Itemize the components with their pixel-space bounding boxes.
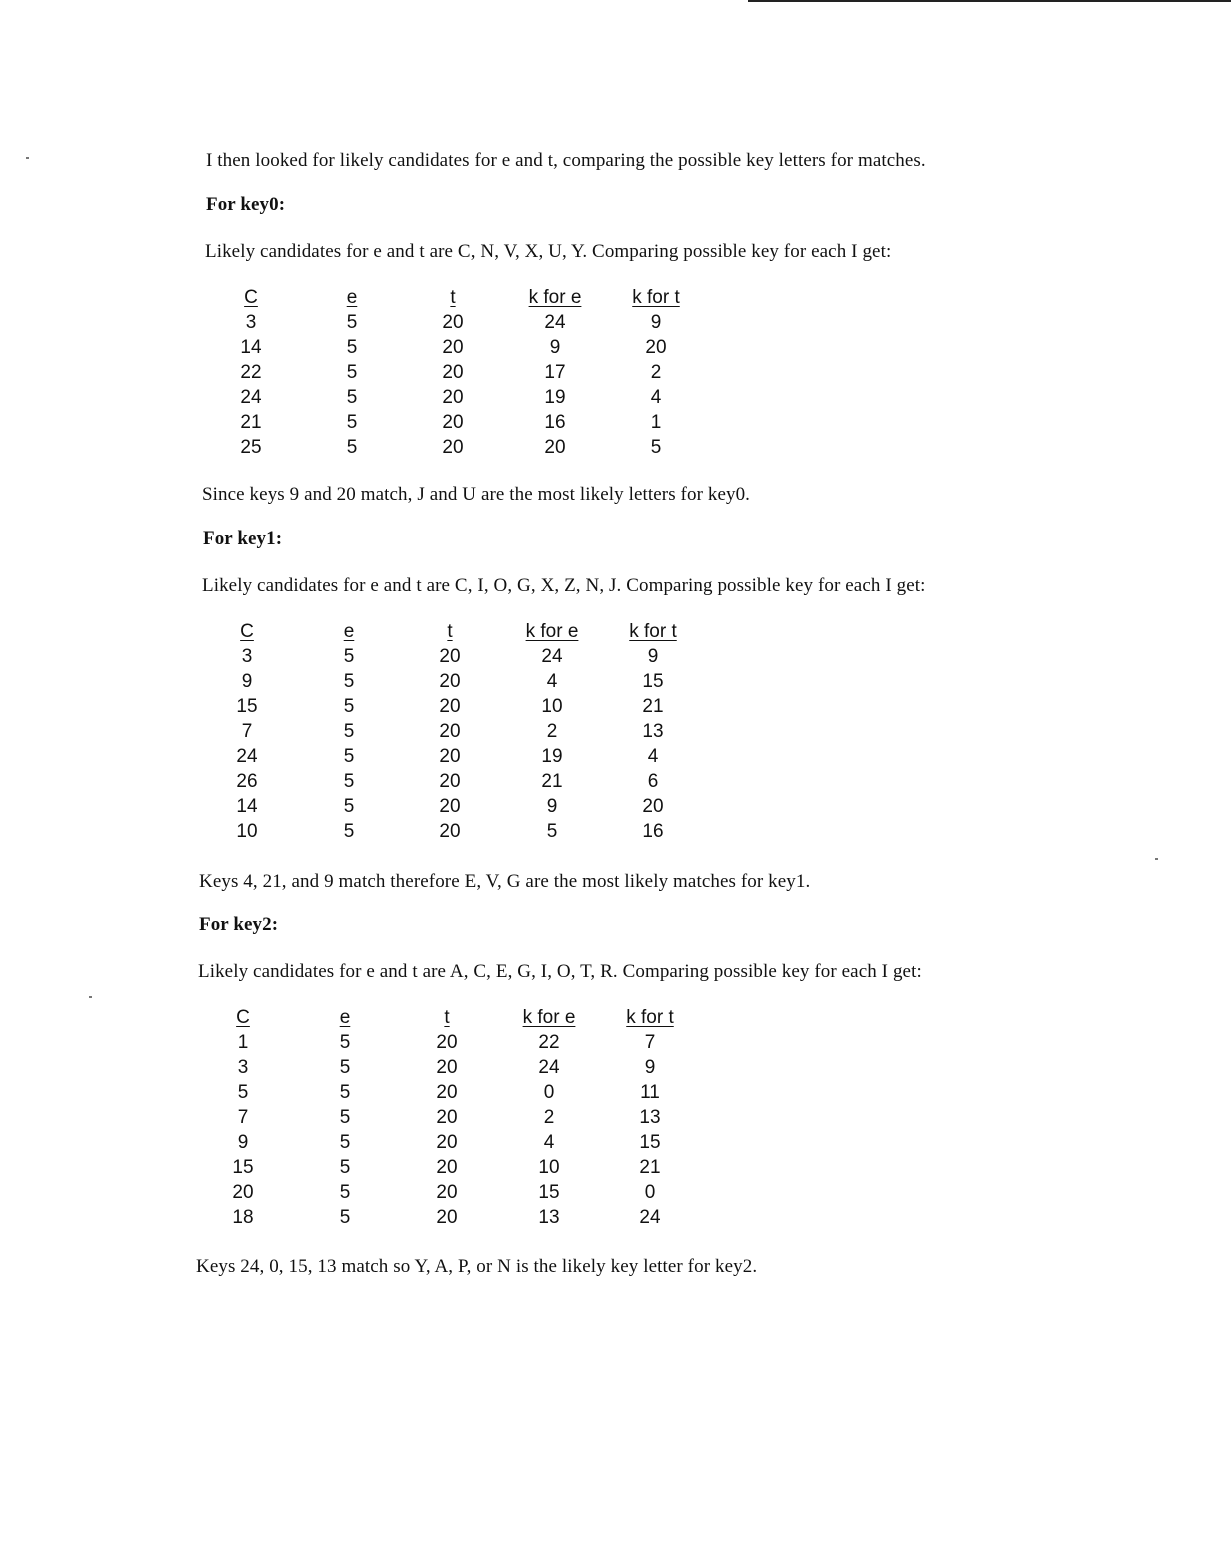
table-cell-e: 5	[346, 387, 358, 408]
table-cell-k-for-e: 4	[546, 671, 558, 692]
table-cell-t: 20	[436, 1057, 458, 1078]
table-cell-k-for-e: 24	[544, 312, 566, 333]
table-cell-k-for-e: 10	[541, 696, 563, 717]
table-cell-k-for-e: 20	[544, 437, 566, 458]
table-cell-t: 20	[439, 646, 461, 667]
table-row	[0, 646, 1231, 671]
table-cell-e: 5	[339, 1057, 351, 1078]
table-cell-k-for-e: 9	[546, 796, 558, 817]
table-cell-k-for-t: 20	[645, 337, 667, 358]
table-cell-t: 20	[436, 1032, 458, 1053]
table-cell-e: 5	[343, 796, 355, 817]
table-cell-c: 20	[232, 1182, 254, 1203]
table-row	[0, 362, 1231, 387]
table-row	[0, 696, 1231, 721]
table-cell-k-for-e: 5	[546, 821, 558, 842]
table-cell-c: 9	[241, 671, 253, 692]
table-cell-k-for-t: 5	[650, 437, 662, 458]
conclusion-text-key1: Keys 4, 21, and 9 match therefore E, V, G are the most likely matches for key1.	[199, 871, 811, 892]
table-row	[0, 1207, 1231, 1232]
table-row	[0, 1032, 1231, 1057]
table-row	[0, 312, 1231, 337]
table-cell-e: 5	[346, 312, 358, 333]
table-cell-k-for-t: 21	[642, 696, 664, 717]
table-cell-k-for-t: 9	[644, 1057, 656, 1078]
column-header-k-for-e: k for e	[522, 1007, 576, 1028]
table-cell-t: 20	[439, 721, 461, 742]
table-row	[0, 387, 1231, 412]
table-cell-t: 20	[436, 1207, 458, 1228]
table-cell-k-for-e: 19	[544, 387, 566, 408]
table-cell-c: 24	[236, 746, 258, 767]
table-cell-c: 10	[236, 821, 258, 842]
table-cell-k-for-t: 9	[650, 312, 662, 333]
table-cell-e: 5	[339, 1207, 351, 1228]
table-cell-c: 25	[240, 437, 262, 458]
table-cell-k-for-e: 24	[541, 646, 563, 667]
table-cell-t: 20	[442, 312, 464, 333]
table-row	[0, 721, 1231, 746]
table-cell-c: 18	[232, 1207, 254, 1228]
column-header-k-for-e: k for e	[525, 621, 579, 642]
table-cell-e: 5	[339, 1107, 351, 1128]
table-cell-e: 5	[343, 746, 355, 767]
table-cell-t: 20	[442, 437, 464, 458]
table-cell-k-for-e: 19	[541, 746, 563, 767]
column-header-e: e	[339, 1007, 351, 1028]
scan-speck	[26, 157, 29, 159]
table-cell-c: 7	[241, 721, 253, 742]
table-cell-e: 5	[339, 1182, 351, 1203]
table-cell-t: 20	[436, 1132, 458, 1153]
column-header-c: C	[236, 1007, 250, 1028]
table-cell-k-for-e: 17	[544, 362, 566, 383]
key-table-key2	[0, 1007, 1231, 1232]
candidates-text-key0: Likely candidates for e and t are C, N, V, X, U, Y. Comparing possible key for each I get:	[205, 241, 892, 262]
table-cell-c: 24	[240, 387, 262, 408]
intro-text: I then looked for likely candidates for e and t, comparing the possible key letters for matches.	[206, 150, 926, 171]
table-cell-c: 3	[241, 646, 253, 667]
table-cell-e: 5	[339, 1157, 351, 1178]
table-cell-c: 14	[236, 796, 258, 817]
table-cell-k-for-t: 13	[642, 721, 664, 742]
table-cell-k-for-e: 2	[546, 721, 558, 742]
table-row	[0, 337, 1231, 362]
table-cell-e: 5	[343, 646, 355, 667]
table-cell-t: 20	[439, 796, 461, 817]
table-cell-k-for-t: 1	[650, 412, 662, 433]
table-cell-k-for-t: 20	[642, 796, 664, 817]
table-cell-e: 5	[346, 412, 358, 433]
table-cell-k-for-t: 13	[639, 1107, 661, 1128]
table-row	[0, 1132, 1231, 1157]
table-row	[0, 746, 1231, 771]
table-cell-c: 9	[237, 1132, 249, 1153]
table-cell-t: 20	[436, 1157, 458, 1178]
table-cell-t: 20	[439, 696, 461, 717]
column-header-k-for-e: k for e	[528, 287, 582, 308]
table-cell-k-for-t: 9	[647, 646, 659, 667]
table-cell-k-for-t: 4	[650, 387, 662, 408]
column-header-k-for-t: k for t	[632, 287, 680, 308]
table-row	[0, 1057, 1231, 1082]
table-row	[0, 1182, 1231, 1207]
table-cell-t: 20	[439, 821, 461, 842]
table-cell-c: 21	[240, 412, 262, 433]
table-cell-c: 15	[232, 1157, 254, 1178]
table-cell-c: 22	[240, 362, 262, 383]
table-cell-t: 20	[439, 771, 461, 792]
table-cell-c: 7	[237, 1107, 249, 1128]
table-cell-k-for-e: 24	[538, 1057, 560, 1078]
conclusion-text-key2: Keys 24, 0, 15, 13 match so Y, A, P, or N is the likely key letter for key2.	[196, 1256, 758, 1277]
table-cell-k-for-t: 16	[642, 821, 664, 842]
table-cell-k-for-t: 6	[647, 771, 659, 792]
column-header-t: t	[447, 621, 453, 642]
table-cell-k-for-e: 0	[543, 1082, 555, 1103]
table-cell-k-for-e: 15	[538, 1182, 560, 1203]
scan-speck	[1155, 858, 1158, 860]
candidates-text-key2: Likely candidates for e and t are A, C, E, G, I, O, T, R. Comparing possible key for each I get:	[198, 961, 922, 982]
table-row	[0, 437, 1231, 462]
table-cell-e: 5	[346, 437, 358, 458]
table-cell-k-for-t: 4	[647, 746, 659, 767]
table-cell-k-for-t: 11	[640, 1082, 660, 1103]
column-header-t: t	[444, 1007, 450, 1028]
table-cell-c: 14	[240, 337, 262, 358]
table-row	[0, 1082, 1231, 1107]
column-header-t: t	[450, 287, 456, 308]
table-cell-k-for-t: 15	[642, 671, 664, 692]
column-header-c: C	[240, 621, 254, 642]
table-cell-t: 20	[436, 1182, 458, 1203]
table-cell-t: 20	[439, 671, 461, 692]
table-cell-c: 1	[237, 1032, 249, 1053]
table-cell-k-for-e: 21	[541, 771, 563, 792]
table-cell-e: 5	[339, 1032, 351, 1053]
column-header-c: C	[244, 287, 258, 308]
table-cell-k-for-e: 16	[544, 412, 566, 433]
table-cell-k-for-t: 15	[639, 1132, 661, 1153]
table-header-row	[0, 1007, 1231, 1032]
column-header-e: e	[346, 287, 358, 308]
section-heading-key0: For key0:	[206, 194, 286, 215]
table-cell-k-for-e: 22	[538, 1032, 560, 1053]
table-cell-e: 5	[346, 337, 358, 358]
table-cell-e: 5	[343, 721, 355, 742]
table-cell-k-for-e: 9	[549, 337, 561, 358]
table-cell-e: 5	[343, 821, 355, 842]
table-cell-t: 20	[439, 746, 461, 767]
table-cell-e: 5	[339, 1132, 351, 1153]
table-cell-c: 3	[237, 1057, 249, 1078]
candidates-text-key1: Likely candidates for e and t are C, I, O, G, X, Z, N, J. Comparing possible key for each I get:	[202, 575, 926, 596]
table-header-row	[0, 287, 1231, 312]
table-cell-c: 5	[237, 1082, 249, 1103]
table-cell-e: 5	[343, 696, 355, 717]
table-cell-t: 20	[442, 337, 464, 358]
table-row	[0, 1157, 1231, 1182]
table-cell-e: 5	[339, 1082, 351, 1103]
table-cell-k-for-t: 0	[644, 1182, 656, 1203]
table-cell-c: 15	[236, 696, 258, 717]
key-table-key1	[0, 621, 1231, 846]
table-row	[0, 821, 1231, 846]
table-row	[0, 1107, 1231, 1132]
table-row	[0, 771, 1231, 796]
table-cell-t: 20	[442, 387, 464, 408]
table-row	[0, 796, 1231, 821]
table-cell-e: 5	[346, 362, 358, 383]
table-cell-t: 20	[436, 1107, 458, 1128]
table-row	[0, 671, 1231, 696]
table-cell-c: 26	[236, 771, 258, 792]
table-cell-k-for-e: 4	[543, 1132, 555, 1153]
table-row	[0, 412, 1231, 437]
table-header-row	[0, 621, 1231, 646]
column-header-k-for-t: k for t	[626, 1007, 674, 1028]
table-cell-k-for-t: 2	[650, 362, 662, 383]
table-cell-e: 5	[343, 771, 355, 792]
scan-speck	[89, 996, 92, 998]
table-cell-t: 20	[442, 362, 464, 383]
table-cell-e: 5	[343, 671, 355, 692]
conclusion-text-key0: Since keys 9 and 20 match, J and U are the most likely letters for key0.	[202, 484, 751, 505]
table-cell-k-for-e: 10	[538, 1157, 560, 1178]
table-cell-k-for-t: 24	[639, 1207, 661, 1228]
table-cell-t: 20	[436, 1082, 458, 1103]
table-cell-c: 3	[245, 312, 257, 333]
table-cell-k-for-t: 21	[639, 1157, 661, 1178]
column-header-k-for-t: k for t	[629, 621, 677, 642]
section-heading-key1: For key1:	[203, 528, 283, 549]
key-table-key0	[0, 287, 1231, 462]
table-cell-k-for-e: 13	[538, 1207, 560, 1228]
table-cell-t: 20	[442, 412, 464, 433]
table-cell-k-for-t: 7	[644, 1032, 656, 1053]
column-header-e: e	[343, 621, 355, 642]
section-heading-key2: For key2:	[199, 914, 279, 935]
table-cell-k-for-e: 2	[543, 1107, 555, 1128]
scan-top-rule	[748, 0, 1231, 2]
